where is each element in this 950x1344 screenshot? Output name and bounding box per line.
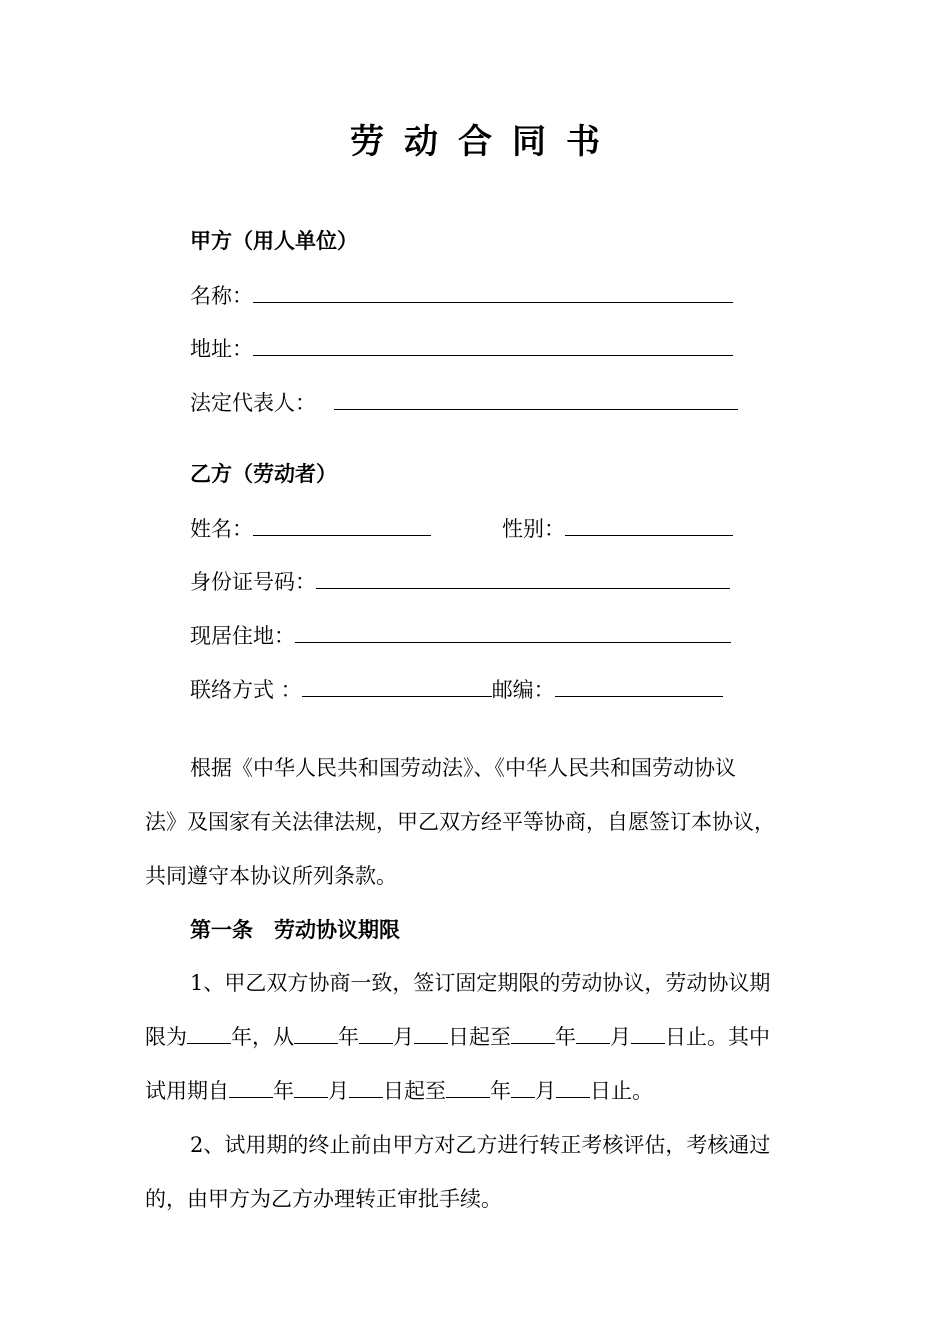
party-b-name-row [190,513,431,544]
party-a-address-row [190,333,733,364]
party-b-residence-field[interactable] [295,620,731,643]
probation-end-year-blank[interactable] [446,1077,490,1098]
start-month-blank[interactable] [359,1023,393,1044]
party-a-legal-rep-row [190,387,738,418]
text-fragment: 日止。其中 [665,1025,770,1049]
probation-end-day-blank[interactable] [556,1077,590,1098]
start-year-blank[interactable] [294,1023,338,1044]
party-a-address-label: 地址： [190,337,253,361]
party-b-heading: 乙方（劳动者） [190,461,337,486]
probation-start-day-blank[interactable] [349,1077,383,1098]
article-1-heading: 第一条 劳动协议期限 [190,917,400,942]
start-day-blank[interactable] [414,1023,448,1044]
article-1-clause-1-line-2 [145,1010,770,1064]
text-fragment: 试用期自 [145,1079,229,1103]
party-b-id-field[interactable] [316,566,730,589]
party-b-name-label: 姓名： [190,517,253,541]
page-title: 劳动合同书 [350,122,620,162]
probation-start-year-blank[interactable] [229,1077,273,1098]
party-b-gender-row [502,513,733,544]
party-b-id-label: 身份证号码： [190,570,316,594]
text-fragment: 年，从 [231,1025,294,1049]
probation-start-month-blank[interactable] [294,1077,328,1098]
party-a-heading: 甲方（用人单位） [190,228,358,253]
party-b-residence-row [190,620,731,651]
party-a-legal-rep-field[interactable] [334,387,738,410]
preamble-line-3: 共同遵守本协议所列条款。 [145,864,397,888]
text-fragment: 日止。 [590,1079,653,1103]
end-year-blank[interactable] [511,1023,555,1044]
party-a-name-label: 名称： [190,284,253,308]
text-fragment: 年 [273,1079,294,1103]
party-a-name-field[interactable] [253,280,733,303]
party-a-address-field[interactable] [253,333,733,356]
article-1-clause-1-line-1: 1、甲乙双方协商一致，签订固定期限的劳动协议，劳动协议期 [190,971,771,995]
text-fragment: 年 [490,1079,511,1103]
preamble-line-2: 法》及国家有关法律法规，甲乙双方经平等协商，自愿签订本协议， [145,810,775,834]
party-b-gender-field[interactable] [565,513,733,536]
text-fragment: 日起至 [383,1079,446,1103]
party-b-residence-label: 现居住地： [190,624,295,648]
party-b-id-row [190,566,730,597]
party-b-contact-field[interactable] [302,674,492,697]
text-fragment: 日起至 [448,1025,511,1049]
probation-end-month-blank[interactable] [511,1077,535,1098]
party-b-contact-label: 联络方式 ： [190,678,302,702]
term-years-blank[interactable] [187,1023,231,1044]
text-fragment: 年 [338,1025,359,1049]
end-day-blank[interactable] [631,1023,665,1044]
party-a-legal-rep-label: 法定代表人： [190,391,316,415]
text-fragment: 限为 [145,1025,187,1049]
text-fragment: 月 [610,1025,631,1049]
end-month-blank[interactable] [576,1023,610,1044]
text-fragment: 年 [555,1025,576,1049]
text-fragment: 月 [393,1025,414,1049]
party-b-gender-label: 性别： [502,517,565,541]
party-b-contact-row [190,674,723,705]
party-b-postcode-field[interactable] [555,674,723,697]
party-b-name-field[interactable] [253,513,431,536]
party-b-postcode-label: 邮编： [491,678,555,702]
article-1-clause-2-line-2: 的，由甲方为乙方办理转正审批手续。 [145,1187,502,1211]
text-fragment: 月 [328,1079,349,1103]
preamble-line-1: 根据《中华人民共和国劳动法》、《中华人民共和国劳动协议 [190,756,736,780]
text-fragment: 月 [535,1079,556,1103]
article-1-clause-1-line-3 [145,1064,653,1118]
party-a-name-row [190,280,733,311]
article-1-clause-2-line-1: 2、试用期的终止前由甲方对乙方进行转正考核评估，考核通过 [190,1133,771,1157]
